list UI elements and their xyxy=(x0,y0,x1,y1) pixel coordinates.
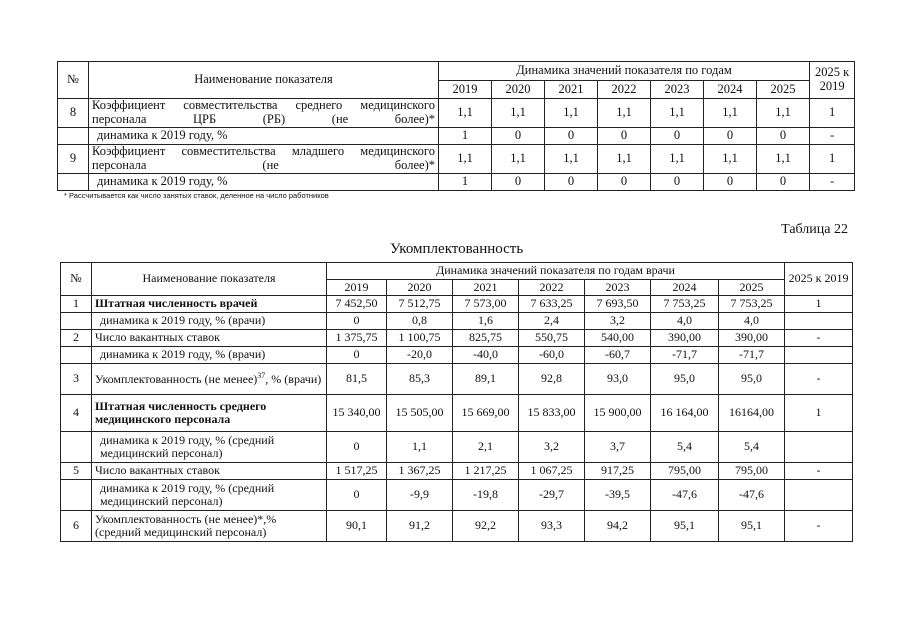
table-row xyxy=(61,347,853,364)
value-cell: 3,2 xyxy=(585,313,651,330)
table-row xyxy=(61,480,853,511)
ratio-cell: - xyxy=(810,128,855,145)
ratio-cell: 1 xyxy=(810,145,855,174)
value-cell: 93,0 xyxy=(585,364,651,395)
table-row xyxy=(61,330,853,347)
year-header: 2023 xyxy=(651,81,704,99)
value-cell: 0 xyxy=(492,174,545,191)
value-cell: 0 xyxy=(327,313,387,330)
value-cell: 94,2 xyxy=(585,511,651,542)
table-row xyxy=(58,99,855,128)
value-cell: 7 753,25 xyxy=(719,296,785,313)
value-cell: -20,0 xyxy=(387,347,453,364)
value-cell: 81,5 xyxy=(327,364,387,395)
value-cell: 5,4 xyxy=(719,432,785,463)
section-title: Укомплектованность xyxy=(390,241,524,257)
year-header: 2024 xyxy=(651,280,719,296)
header-num: № xyxy=(61,263,92,296)
value-cell: 4,0 xyxy=(651,313,719,330)
ratio-cell: 1 xyxy=(785,395,853,432)
value-cell: 15 900,00 xyxy=(585,395,651,432)
header-indicator-name: Наименование показателя xyxy=(92,263,327,296)
row-num: 6 xyxy=(61,511,92,542)
value-cell: 1,1 xyxy=(492,99,545,128)
ratio-cell: 1 xyxy=(785,296,853,313)
ratio-cell: - xyxy=(810,174,855,191)
value-cell: 0 xyxy=(757,174,810,191)
table-row xyxy=(61,511,853,542)
value-cell: 0 xyxy=(598,174,651,191)
value-cell: 390,00 xyxy=(719,330,785,347)
year-header: 2025 xyxy=(757,81,810,99)
row-num xyxy=(61,313,92,330)
value-cell: 85,3 xyxy=(387,364,453,395)
table-row xyxy=(61,296,853,313)
value-cell: 2,1 xyxy=(453,432,519,463)
value-cell: -60,0 xyxy=(519,347,585,364)
indicator-name: динамика к 2019 году, % (врачи) xyxy=(92,313,327,330)
row-num: 5 xyxy=(61,463,92,480)
table-row xyxy=(58,145,855,174)
footnote: * Рассчитывается как число занятых ставок, деленное на число работников xyxy=(64,191,329,200)
table-label: Таблица 22 xyxy=(781,222,848,237)
value-cell: 15 505,00 xyxy=(387,395,453,432)
value-cell: 1,1 xyxy=(757,145,810,174)
value-cell: 795,00 xyxy=(719,463,785,480)
indicator-name: Коэффициент совместительства младшего медицинского персонала (не более)* xyxy=(89,145,439,174)
table-row xyxy=(61,313,853,330)
table-row xyxy=(61,432,853,463)
value-cell: 95,1 xyxy=(719,511,785,542)
value-cell: 7 573,00 xyxy=(453,296,519,313)
row-num xyxy=(58,128,89,145)
value-cell: 95,0 xyxy=(651,364,719,395)
ratio-cell: - xyxy=(785,463,853,480)
value-cell: 92,8 xyxy=(519,364,585,395)
value-cell: 1,1 xyxy=(651,99,704,128)
value-cell: 917,25 xyxy=(585,463,651,480)
header-dynamics: Динамика значений показателя по годам врачи xyxy=(327,263,785,280)
row-num: 4 xyxy=(61,395,92,432)
value-cell: 7 452,50 xyxy=(327,296,387,313)
value-cell: 89,1 xyxy=(453,364,519,395)
coefficient-table-body xyxy=(58,62,855,191)
value-cell: 1,1 xyxy=(545,145,598,174)
year-header: 2022 xyxy=(598,81,651,99)
year-header: 2021 xyxy=(545,81,598,99)
value-cell: 1 375,75 xyxy=(327,330,387,347)
value-cell: 1 367,25 xyxy=(387,463,453,480)
value-cell: 1,6 xyxy=(453,313,519,330)
value-cell: 95,1 xyxy=(651,511,719,542)
header-num: № xyxy=(58,62,89,99)
indicator-name: Штатная численность среднего медицинского персонала xyxy=(92,395,327,432)
value-cell: 1,1 xyxy=(439,145,492,174)
value-cell: 795,00 xyxy=(651,463,719,480)
value-cell: 16164,00 xyxy=(719,395,785,432)
value-cell: 15 340,00 xyxy=(327,395,387,432)
coefficient-table xyxy=(57,61,855,191)
value-cell: 0 xyxy=(327,432,387,463)
value-cell: 91,2 xyxy=(387,511,453,542)
value-cell: -19,8 xyxy=(453,480,519,511)
value-cell: 1,1 xyxy=(387,432,453,463)
value-cell: 0,8 xyxy=(387,313,453,330)
header-ratio: 2025 к 2019 xyxy=(810,62,855,99)
indicator-name-text: Укомплектованность (не менее) xyxy=(95,371,258,386)
value-cell: -40,0 xyxy=(453,347,519,364)
value-cell: 7 753,25 xyxy=(651,296,719,313)
value-cell: 7 633,25 xyxy=(519,296,585,313)
value-cell: 0 xyxy=(704,128,757,145)
value-cell: 93,3 xyxy=(519,511,585,542)
value-cell: 1,1 xyxy=(704,145,757,174)
value-cell: 1 xyxy=(439,128,492,145)
row-num xyxy=(61,432,92,463)
ratio-cell: - xyxy=(785,330,853,347)
indicator-name: динамика к 2019 году, % xyxy=(89,128,439,145)
value-cell: 3,2 xyxy=(519,432,585,463)
value-cell: 0 xyxy=(545,128,598,145)
table-row xyxy=(61,463,853,480)
footnote-ref: 37 xyxy=(257,370,266,380)
indicator-name: Число вакантных ставок xyxy=(92,330,327,347)
header-dynamics: Динамика значений показателя по годам xyxy=(439,62,810,81)
year-header: 2020 xyxy=(387,280,453,296)
table-row xyxy=(58,174,855,191)
value-cell: 7 693,50 xyxy=(585,296,651,313)
value-cell: 90,1 xyxy=(327,511,387,542)
header-ratio: 2025 к 2019 xyxy=(785,263,853,296)
indicator-name xyxy=(92,364,327,395)
value-cell: 540,00 xyxy=(585,330,651,347)
value-cell: -9,9 xyxy=(387,480,453,511)
value-cell: 1 217,25 xyxy=(453,463,519,480)
value-cell: -71,7 xyxy=(651,347,719,364)
year-header: 2020 xyxy=(492,81,545,99)
value-cell: 0 xyxy=(598,128,651,145)
indicator-name: Укомплектованность (не менее)*,% (средний медицинский персонал) xyxy=(92,511,327,542)
value-cell: 5,4 xyxy=(651,432,719,463)
value-cell: 1,1 xyxy=(757,99,810,128)
value-cell: 1 100,75 xyxy=(387,330,453,347)
staffing-table-body xyxy=(61,263,853,542)
value-cell: -39,5 xyxy=(585,480,651,511)
value-cell: 0 xyxy=(651,128,704,145)
value-cell: -60,7 xyxy=(585,347,651,364)
value-cell: 1,1 xyxy=(439,99,492,128)
value-cell: 7 512,75 xyxy=(387,296,453,313)
value-cell: 1,1 xyxy=(598,99,651,128)
indicator-name: динамика к 2019 году, % (врачи) xyxy=(92,347,327,364)
value-cell: 0 xyxy=(327,480,387,511)
year-header: 2025 xyxy=(719,280,785,296)
value-cell: 2,4 xyxy=(519,313,585,330)
row-num: 8 xyxy=(58,99,89,128)
value-cell: -47,6 xyxy=(719,480,785,511)
value-cell: 92,2 xyxy=(453,511,519,542)
value-cell: -47,6 xyxy=(651,480,719,511)
value-cell: 15 833,00 xyxy=(519,395,585,432)
row-num xyxy=(58,174,89,191)
ratio-cell xyxy=(785,347,853,364)
ratio-cell: - xyxy=(785,511,853,542)
value-cell: 16 164,00 xyxy=(651,395,719,432)
value-cell: 4,0 xyxy=(719,313,785,330)
value-cell: 0 xyxy=(757,128,810,145)
indicator-name: динамика к 2019 году, % xyxy=(89,174,439,191)
row-num xyxy=(61,480,92,511)
value-cell: 0 xyxy=(492,128,545,145)
value-cell: 0 xyxy=(651,174,704,191)
indicator-name: динамика к 2019 году, % (средний медицинский персонал) xyxy=(92,432,327,463)
value-cell: 550,75 xyxy=(519,330,585,347)
row-num: 2 xyxy=(61,330,92,347)
ratio-cell: 1 xyxy=(810,99,855,128)
indicator-name: Число вакантных ставок xyxy=(92,463,327,480)
table-row xyxy=(61,395,853,432)
year-header: 2022 xyxy=(519,280,585,296)
value-cell: 1 517,25 xyxy=(327,463,387,480)
year-header: 2024 xyxy=(704,81,757,99)
row-num: 3 xyxy=(61,364,92,395)
value-cell: 1 xyxy=(439,174,492,191)
value-cell: 825,75 xyxy=(453,330,519,347)
ratio-cell xyxy=(785,432,853,463)
table-row xyxy=(61,364,853,395)
row-num xyxy=(61,347,92,364)
value-cell: 95,0 xyxy=(719,364,785,395)
year-header: 2023 xyxy=(585,280,651,296)
value-cell: -29,7 xyxy=(519,480,585,511)
value-cell: 1,1 xyxy=(492,145,545,174)
year-header: 2019 xyxy=(327,280,387,296)
value-cell: 1,1 xyxy=(651,145,704,174)
row-num: 1 xyxy=(61,296,92,313)
staffing-table xyxy=(60,262,853,542)
value-cell: 0 xyxy=(545,174,598,191)
ratio-cell: - xyxy=(785,364,853,395)
indicator-name: Штатная численность врачей xyxy=(92,296,327,313)
indicator-name-suffix: , % (врачи) xyxy=(265,371,322,386)
year-header: 2019 xyxy=(439,81,492,99)
ratio-cell xyxy=(785,313,853,330)
year-header: 2021 xyxy=(453,280,519,296)
table-row xyxy=(58,128,855,145)
value-cell: 1 067,25 xyxy=(519,463,585,480)
value-cell: -71,7 xyxy=(719,347,785,364)
value-cell: 0 xyxy=(704,174,757,191)
value-cell: 390,00 xyxy=(651,330,719,347)
value-cell: 3,7 xyxy=(585,432,651,463)
value-cell: 15 669,00 xyxy=(453,395,519,432)
value-cell: 1,1 xyxy=(704,99,757,128)
value-cell: 1,1 xyxy=(598,145,651,174)
value-cell: 0 xyxy=(327,347,387,364)
header-indicator-name: Наименование показателя xyxy=(89,62,439,99)
row-num: 9 xyxy=(58,145,89,174)
indicator-name: динамика к 2019 году, % (средний медицинский персонал) xyxy=(92,480,327,511)
ratio-cell xyxy=(785,480,853,511)
indicator-name: Коэффициент совместительства среднего медицинского персонала ЦРБ (РБ) (не более)* xyxy=(89,99,439,128)
value-cell: 1,1 xyxy=(545,99,598,128)
